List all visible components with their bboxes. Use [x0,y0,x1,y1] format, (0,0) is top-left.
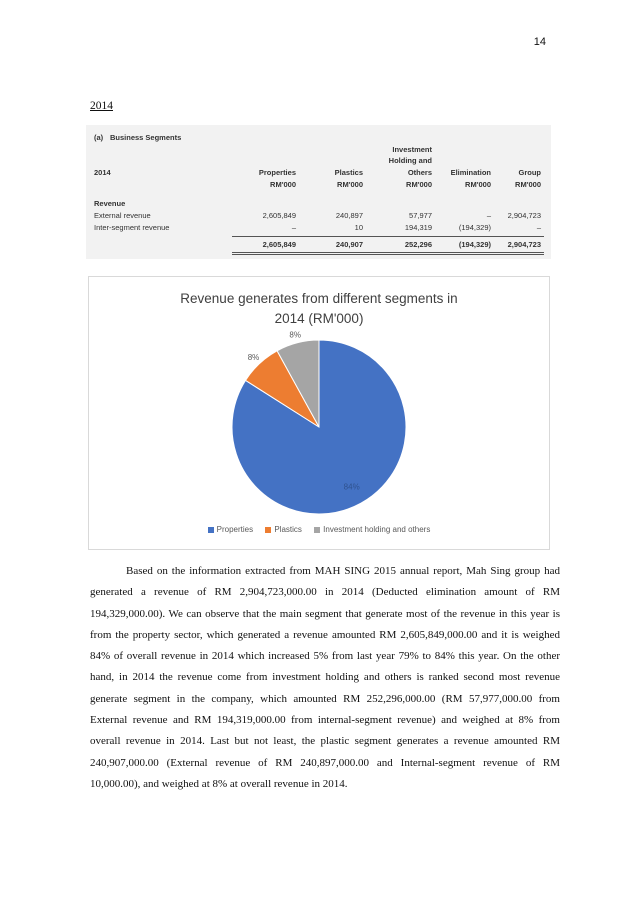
cell-external-properties: 2,605,849 [262,211,296,220]
legend-swatch-properties [208,527,214,533]
unit-plastics: RM'000 [337,180,363,189]
total-rule-bottom-2 [232,254,544,255]
section-label: (a) [94,133,104,142]
legend-label-plastics: Plastics [274,525,302,534]
cell-external-investment: 57,977 [409,211,432,220]
total-rule-top [232,236,544,237]
unit-investment: RM'000 [406,180,432,189]
cell-inter-plastics: 10 [354,223,363,232]
legend-swatch-investment [314,527,320,533]
legend-swatch-plastics [265,527,271,533]
col-investment-line3: Others [407,168,432,177]
cell-external-elimination: – [486,211,491,220]
analysis-paragraph: Based on the information extracted from MAH SING 2015 annual report, Mah Sing group had generated a revenue of RM 2,904,723,000.00 in 2014 (Deducted elimination amount of RM 194,329,000.00). We can observe that the main segment that generate most of the revenue in this year is from the property sector, which generated a revenue amounted RM 2,605,849,000.00 and it is weighed 84% of overall revenue in 2014 which increased 5% from last year 79% to 84% this year. On the other hand, in 2014 the revenue come from investment holding and others is ranked second most revenue generate segment in the company, which amounted RM 252,296,000.00 (RM 57,977,000.00 from External revenue and RM 194,319,000.00 from internal-segment revenue) and weighed at 8% from overall revenue in 2014. Last but not least, the plastic segment generates a revenue amounted RM 240,907,000.00 (External revenue of RM 240,897,000.00 and Internal-segment revenue of RM 10,000.00), and weighed at 8% at overall revenue in 2014. [90,565,560,790]
legend-item-investment [314,525,430,534]
total-rule-bottom-1 [232,252,544,253]
pie-label-investment: 8% [289,330,301,340]
col-investment-line2: Holding and [388,156,432,165]
year-label: 2014 [94,168,111,177]
legend-item-properties [208,525,253,534]
cell-inter-investment: 194,319 [404,223,432,232]
total-group: 2,904,723 [507,240,541,249]
total-plastics: 240,907 [335,240,363,249]
col-investment-line1: Investment [392,145,432,154]
col-elimination: Elimination [450,168,491,177]
cell-external-group: 2,904,723 [507,211,541,220]
revenue-pie-chart [88,276,550,550]
business-segments-table [86,125,551,259]
cell-inter-group: – [536,223,541,232]
col-properties: Properties [258,168,296,177]
pie-label-plastics: 8% [247,353,260,363]
revenue-label: Revenue [94,199,126,208]
cell-external-plastics: 240,897 [335,211,363,220]
section-title: Business Segments [110,133,182,142]
cell-inter-elimination: (194,329) [458,223,491,232]
legend-item-plastics [265,525,302,534]
unit-group: RM'000 [515,180,541,189]
unit-properties: RM'000 [270,180,296,189]
page-number: 14 [533,36,546,48]
row-label-external: External revenue [94,211,151,220]
total-properties: 2,605,849 [262,240,296,249]
pie-plot [89,277,549,549]
pie-label-properties: 84% [343,482,360,492]
col-plastics: Plastics [334,168,363,177]
unit-elimination: RM'000 [465,180,491,189]
year-heading: 2014 [90,100,113,112]
total-elimination: (194,329) [458,240,491,249]
total-investment: 252,296 [404,240,432,249]
col-group: Group [518,168,541,177]
chart-title-line-2: 2014 (RM'000) [274,311,364,326]
chart-legend [89,525,549,534]
legend-label-investment: Investment holding and others [323,525,431,534]
legend-label-properties: Properties [216,525,254,534]
cell-inter-properties: – [291,223,296,232]
row-label-intersegment: Inter-segment revenue [94,223,170,232]
chart-title-line-1: Revenue generates from different segments in [180,291,458,306]
